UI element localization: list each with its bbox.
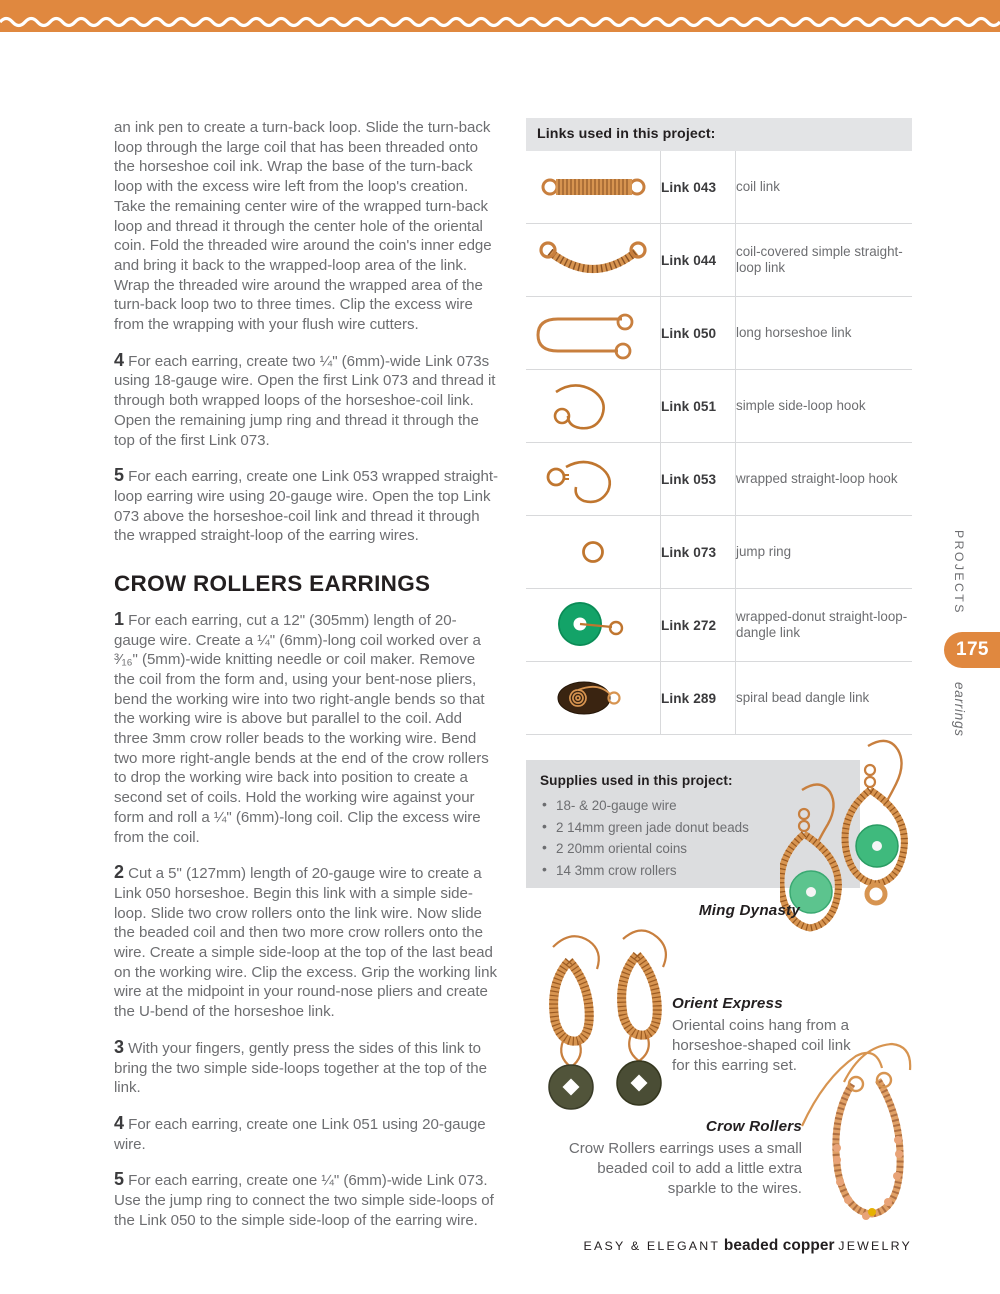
caption-title: Crow Rollers [705, 1118, 802, 1135]
table-row [526, 516, 912, 589]
link-code: Link 051 [661, 370, 736, 443]
step-paragraph [114, 1114, 498, 1154]
footer-part-three: JEWELRY [838, 1239, 912, 1253]
link-description: jump ring [736, 516, 913, 589]
table-row [526, 224, 912, 297]
link-code: Link 053 [661, 443, 736, 516]
step-number: 5 [114, 1169, 125, 1190]
caption-body: Crow Rollers earrings uses a small beaded coil to add a little extra sparkle to the wires. [568, 1140, 802, 1197]
link-code: Link 044 [661, 224, 736, 297]
step-paragraph [114, 1170, 498, 1230]
step-number: 1 [114, 608, 125, 629]
link-thumbnail-cell [526, 516, 661, 589]
ming-dynasty-earrings-photo [780, 728, 950, 938]
wrapped-straight-loop-hook-thumbnail [526, 443, 660, 515]
side-tab-section-label: PROJECTS [952, 530, 966, 615]
link-description: wrapped-donut straight-loop-dangle link [736, 589, 913, 662]
table-row [526, 662, 912, 735]
link-description: coil-covered simple straight-loop link [736, 224, 913, 297]
link-code: Link 272 [661, 589, 736, 662]
link-thumbnail-cell [526, 662, 661, 735]
step-paragraph [114, 1038, 498, 1098]
link-description: long horseshoe link [736, 297, 913, 370]
coil-covered-simple-straight-loop-link-thumbnail [526, 224, 660, 296]
top-decorative-band [0, 0, 1000, 32]
page-footer [0, 1237, 912, 1255]
link-thumbnail-cell [526, 297, 661, 370]
link-thumbnail-cell [526, 443, 661, 516]
long-horseshoe-link-thumbnail [526, 297, 660, 369]
link-thumbnail-cell [526, 589, 661, 662]
link-description: coil link [736, 151, 913, 224]
table-row [526, 589, 912, 662]
list-item: • 18- & 20-gauge wire [540, 795, 846, 817]
link-code: Link 289 [661, 662, 736, 735]
section-heading: CROW ROLLERS EARRINGS [114, 571, 431, 597]
footer-part-one: EASY & ELEGANT [583, 1239, 721, 1253]
link-code: Link 043 [661, 151, 736, 224]
step-text: For each earring, create one Link 051 using 20-gauge wire. [114, 1115, 486, 1153]
caption-body: Oriental coins hang from a horseshoe-shaped coil link for this earring set. [672, 1017, 851, 1074]
step-paragraph [114, 863, 498, 1022]
coil-link-thumbnail [526, 151, 660, 223]
links-table-header: Links used in this project: [526, 118, 912, 151]
simple-side-loop-hook-thumbnail [526, 370, 660, 442]
caption-title: Orient Express [672, 995, 783, 1012]
link-thumbnail-cell [526, 370, 661, 443]
side-tab-subsection-label: earrings [952, 682, 967, 737]
step-paragraph [114, 610, 498, 847]
list-item: • 14 3mm crow rollers [540, 860, 846, 882]
step-text: For each earring, create two ¼" (6mm)-wide Link 073s using 18-gauge wire. Open the first Link 073 and thread it through both wrapped loops of the horseshoe-coil link. Open the remaining jump ring and thread it through the top of the first Link 073. [114, 352, 496, 449]
link-code: Link 073 [661, 516, 736, 589]
caption-orient-express [672, 995, 862, 1076]
link-description: simple side-loop hook [736, 370, 913, 443]
supplies-title: Supplies used in this project: [540, 773, 733, 788]
step-number: 3 [114, 1036, 125, 1057]
table-row [526, 297, 912, 370]
links-box [526, 118, 912, 735]
step-text: For each earring, create one ¼" (6mm)-wide Link 073. Use the jump ring to connect the two simple side-loops of the Link 050 to the simple side-loop of the earring wire. [114, 1172, 494, 1229]
step-text: Cut a 5" (127mm) length of 20-gauge wire to create a Link 050 horseshoe. Begin this link with a simple side-loop. Slide two crow rollers onto the link wire. Now slide the beaded coil and then two more crow rollers onto the wire. Create a simple side-loop at the top of the last bead on the working wire. Clip the excess. Grip the working link wire at the midpoint in your round-nose pliers and create the U-bend of the horseshoe link. [114, 865, 497, 1021]
step-number: 4 [114, 349, 125, 370]
links-table [526, 151, 912, 735]
step-number: 5 [114, 465, 125, 486]
scalloped-wave-line [0, 15, 1000, 29]
footer-part-two: beaded copper [723, 1237, 835, 1254]
link-description: wrapped straight-loop hook [736, 443, 913, 516]
caption-ming-dynasty [640, 902, 800, 919]
link-thumbnail-cell [526, 224, 661, 297]
link-thumbnail-cell [526, 151, 661, 224]
caption-crow-rollers [560, 1118, 802, 1199]
link-code: Link 050 [661, 297, 736, 370]
orient-express-earrings-photo [543, 925, 683, 1115]
caption-title: Ming Dynasty [698, 902, 800, 919]
wrapped-donut-dangle-link-thumbnail [526, 589, 660, 661]
table-row [526, 443, 912, 516]
list-item: • 2 20mm oriental coins [540, 838, 846, 860]
step-paragraph [114, 351, 498, 451]
continued-paragraph: an ink pen to create a turn-back loop. Slide the turn-back loop through the large coil that has been threaded onto the horseshoe coil ink. Wrap the base of the turn-back loop with the excess wire left from the loop's creation. Take the remaining center wire of the wrapped turn-back loop and thread it through the center hole of the oriental coin. Fold the threaded wire around the coin's inner edge and bring it back to the wrapped-loop area of the link. Wrap the threaded wire around the wrapped area of the turn-back loop two to three times. Clip the excess wire from the wrapping with your flush wire cutters. [114, 119, 492, 334]
links-reference-panel [526, 118, 912, 735]
step-text: For each earring, cut a 12" (305mm) length of 20-gauge wire. Create a ¼" (6mm)-long coil worked over a ³⁄₁₆" (5mm)-wide knitting needle or coil maker. Remove the coil from the form and, using your bent-nose pliers, bend the working wire into two right-angle bends so that the working wire is above but parallel to the coil. Add three 3mm crow roller beads to the working wire. Bend two more right-angle bends at the end of the crow rollers to drop the working wire back into position to create a second set of coils. Hold the working wire against your form and roll a ¼" (6mm)-long coil. Clip the excess wire from the coil. [114, 611, 489, 846]
list-item: • 2 14mm green jade donut beads [540, 817, 846, 839]
step-text: For each earring, create one Link 053 wrapped straight-loop earring wire using 20-gauge wire. Open the top Link 073 above the horseshoe-coil link and thread it through the wrapped straight-loop of the earring wires. [114, 468, 498, 545]
step-text: With your fingers, gently press the sides of this link to bring the two simple side-loops together at the top of the link. [114, 1039, 487, 1097]
jump-ring-thumbnail [526, 516, 660, 588]
step-paragraph [114, 466, 498, 546]
table-row [526, 370, 912, 443]
instructions-column [114, 118, 498, 1247]
spiral-bead-dangle-link-thumbnail [526, 662, 660, 734]
step-number: 4 [114, 1112, 125, 1133]
link-description: spiral bead dangle link [736, 662, 913, 735]
table-row [526, 151, 912, 224]
step-number: 2 [114, 862, 125, 883]
page-number-badge: 175 [944, 632, 1000, 668]
